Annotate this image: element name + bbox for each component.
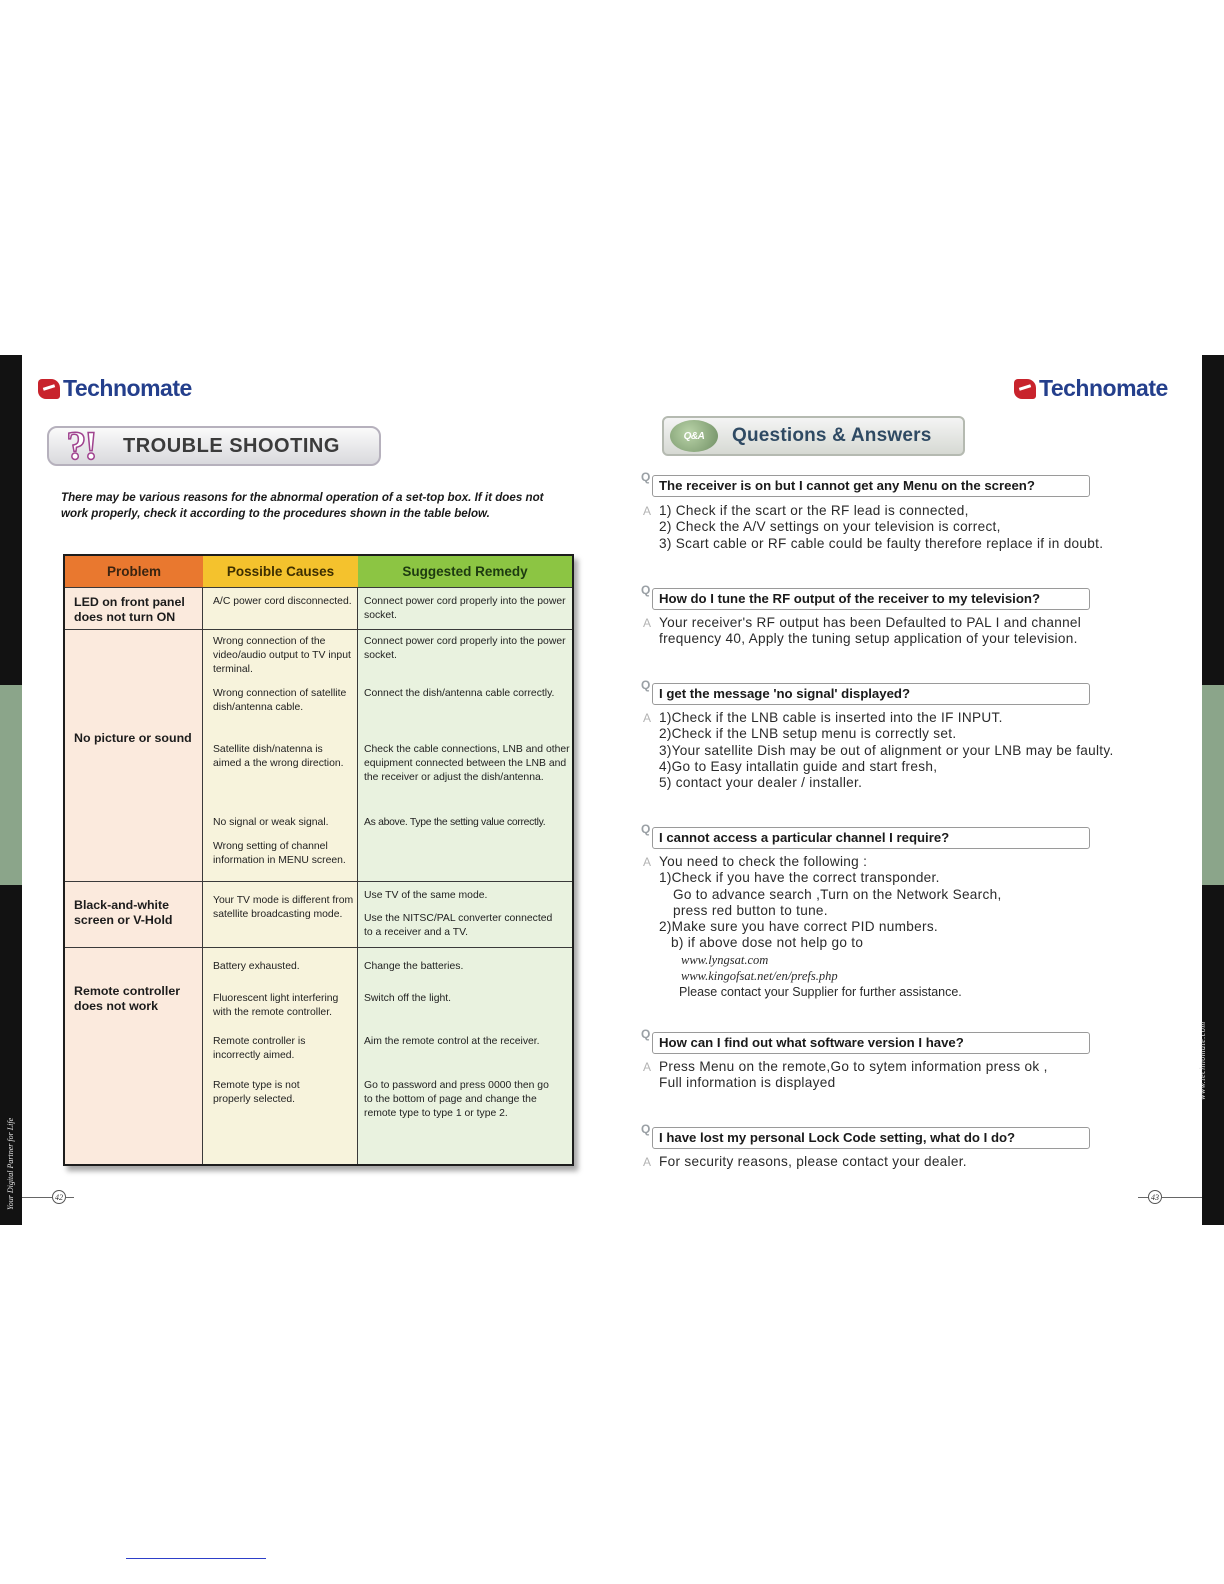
- cause-cell: Remote controller is incorrectly aimed.: [213, 1036, 306, 1061]
- answer-marker-icon: A: [643, 1155, 652, 1169]
- question-box: How can I find out what software version I have?: [652, 1032, 1090, 1054]
- cause-cell: Your TV mode is different from satellite broadcasting mode.: [213, 895, 354, 920]
- answer-link[interactable]: www.kingofsat.net/en/prefs.php: [681, 969, 838, 984]
- question-marker-icon: Q: [641, 470, 651, 484]
- question-marker-icon: Q: [641, 583, 651, 597]
- page-number-rule: [22, 1197, 52, 1198]
- answer-line: Press Menu on the remote,Go to sytem information press ok ,: [659, 1059, 1048, 1074]
- page-number-right: 43: [1148, 1190, 1162, 1204]
- section-title: Questions & Answers: [732, 425, 932, 446]
- answer-text: [659, 615, 1081, 648]
- question-box: I cannot access a particular channel I require?: [652, 827, 1090, 849]
- problem-cell: Remote controller does not work: [74, 984, 181, 1013]
- header-remedy: Suggested Remedy: [358, 556, 572, 588]
- answer-line: 2)Check if the LNB setup menu is correctly set.: [659, 726, 957, 742]
- answer-marker-icon: A: [643, 711, 652, 725]
- question-box: How do I tune the RF output of the receiver to my television?: [652, 588, 1090, 610]
- troubleshooting-banner: [47, 423, 381, 468]
- answer-line: 4)Go to Easy intallatin guide and start fresh,: [659, 758, 938, 774]
- brand-name: Technomate: [1039, 375, 1168, 401]
- remedy-cell: Change the batteries.: [364, 961, 464, 972]
- header-problem: Problem: [65, 556, 203, 588]
- question-marker-icon: Q: [641, 1122, 651, 1136]
- cause-cell: No signal or weak signal.: [213, 817, 329, 828]
- remedy-cell: Use TV of the same mode.: [364, 890, 488, 901]
- question-box: I have lost my personal Lock Code setting, what do I do?: [652, 1127, 1090, 1149]
- header-causes: Possible Causes: [203, 556, 358, 588]
- left-edge-accent: [0, 685, 22, 885]
- answer-text: [659, 1154, 967, 1170]
- answer-line: 1)Check if the LNB cable is inserted into the IF INPUT.: [659, 710, 1003, 725]
- footer-rule: [126, 1558, 266, 1559]
- problem-cell: Black-and-white screen or V-Hold: [74, 898, 173, 927]
- question-marker-icon: Q: [641, 822, 651, 836]
- answer-line: 3)Your satellite Dish may be out of alignment or your LNB may be faulty.: [659, 742, 1114, 758]
- remedy-cell: Go to password and press 0000 then go to the bottom of page and change the remote type to type 1 or type 2.: [364, 1080, 549, 1119]
- brand-logo-left: [38, 375, 192, 402]
- brand-logo-right: [1014, 375, 1168, 402]
- row-divider: [65, 629, 572, 630]
- answer-line: b) if above dose not help go to: [671, 935, 864, 951]
- edge-website: www.technomate.com: [1198, 1021, 1207, 1100]
- question-exclamation-icon: ?!: [66, 423, 96, 468]
- answer-marker-icon: A: [643, 855, 652, 869]
- answer-text: [659, 503, 1103, 552]
- answer-line: press red button to tune.: [673, 902, 828, 918]
- question-marker-icon: Q: [641, 678, 651, 692]
- question-box: The receiver is on but I cannot get any Menu on the screen?: [652, 475, 1090, 497]
- page-number-rule: [66, 1197, 74, 1198]
- answer-line: 2)Make sure you have correct PID numbers.: [659, 919, 938, 935]
- problem-cell: LED on front panel does not turn ON: [74, 595, 185, 624]
- edge-tagline: Your Digital Partner for Life: [6, 1117, 15, 1210]
- answer-line: 3) Scart cable or RF cable could be faulty therefore replace if in doubt.: [659, 535, 1104, 551]
- answer-text: [659, 854, 1002, 1001]
- cause-cell: Wrong setting of channel information in MENU screen.: [213, 841, 346, 866]
- brand-mark-icon: [1014, 379, 1036, 399]
- qa-banner: [662, 416, 965, 456]
- answer-text: [659, 710, 1114, 791]
- row-divider: [65, 881, 572, 882]
- remedy-cell: Aim the remote control at the receiver.: [364, 1036, 540, 1047]
- question-box: I get the message 'no signal' displayed?: [652, 683, 1090, 705]
- problem-cell: No picture or sound: [74, 731, 192, 745]
- cause-cell: Satellite dish/natenna is aimed a the wrong direction.: [213, 744, 344, 769]
- answer-line: frequency 40, Apply the tuning setup application of your television.: [659, 631, 1078, 647]
- answer-line: 1) Check if the scart or the RF lead is connected,: [659, 503, 969, 518]
- problem-column: [65, 556, 203, 1164]
- section-title: TROUBLE SHOOTING: [123, 434, 340, 457]
- manual-spread: [0, 355, 1224, 1225]
- page-number-rule: [1162, 1197, 1202, 1198]
- remedy-cell: As above. Type the setting value correctly.: [364, 817, 546, 828]
- answer-line: For security reasons, please contact your dealer.: [659, 1154, 967, 1169]
- remedy-cell: Connect power cord properly into the power socket.: [364, 636, 566, 661]
- answer-line: 1)Check if you have the correct transponder.: [659, 870, 940, 886]
- brand-mark-icon: [38, 379, 60, 399]
- remedy-cell: Switch off the light.: [364, 993, 452, 1004]
- brand-name: Technomate: [63, 375, 192, 401]
- answer-marker-icon: A: [643, 504, 652, 518]
- qa-icon: Q&A: [670, 420, 718, 452]
- remedy-cell: Check the cable connections, LNB and other equipment connected between the LNB and the receiver or adjust the dish/antenna.: [364, 744, 570, 783]
- cause-cell: Wrong connection of satellite dish/antenna cable.: [213, 688, 347, 713]
- cause-cell: Wrong connection of the video/audio output to TV input terminal.: [213, 636, 351, 675]
- answer-text: [659, 1059, 1048, 1092]
- remedy-cell: Connect the dish/antenna cable correctly.: [364, 688, 555, 699]
- troubleshooting-table: [63, 554, 574, 1166]
- cause-cell: A/C power cord disconnected.: [213, 596, 352, 607]
- intro-paragraph: There may be various reasons for the abnormal operation of a set-top box. If it does not work properly, check it according to the procedures shown in the table below.: [61, 491, 544, 520]
- remedy-cell: Use the NITSC/PAL converter connected to a receiver and a TV.: [364, 913, 553, 938]
- row-divider: [65, 947, 572, 948]
- answer-line: Full information is displayed: [659, 1075, 836, 1091]
- answer-marker-icon: A: [643, 616, 652, 630]
- answer-line: Your receiver's RF output has been Defaulted to PAL I and channel: [659, 615, 1082, 630]
- cause-cell: Remote type is not properly selected.: [213, 1080, 300, 1105]
- answer-line: 5) contact your dealer / installer.: [659, 775, 863, 791]
- cause-cell: Battery exhausted.: [213, 961, 300, 972]
- page-number-left: 42: [52, 1190, 66, 1204]
- answer-marker-icon: A: [643, 1060, 652, 1074]
- question-marker-icon: Q: [641, 1027, 651, 1041]
- remedy-cell: Connect power cord properly into the power socket.: [364, 596, 566, 621]
- page-number-rule: [1138, 1197, 1148, 1198]
- answer-line: 2) Check the A/V settings on your television is correct,: [659, 519, 1001, 535]
- answer-line: Please contact your Supplier for further assistance.: [679, 985, 962, 1000]
- answer-line: You need to check the following :: [659, 854, 868, 869]
- answer-line: Go to advance search ,Turn on the Network Search,: [673, 886, 1002, 902]
- cause-cell: Fluorescent light interfering with the remote controller.: [213, 993, 339, 1018]
- right-edge-accent: [1202, 685, 1224, 885]
- answer-link[interactable]: www.lyngsat.com: [681, 952, 769, 967]
